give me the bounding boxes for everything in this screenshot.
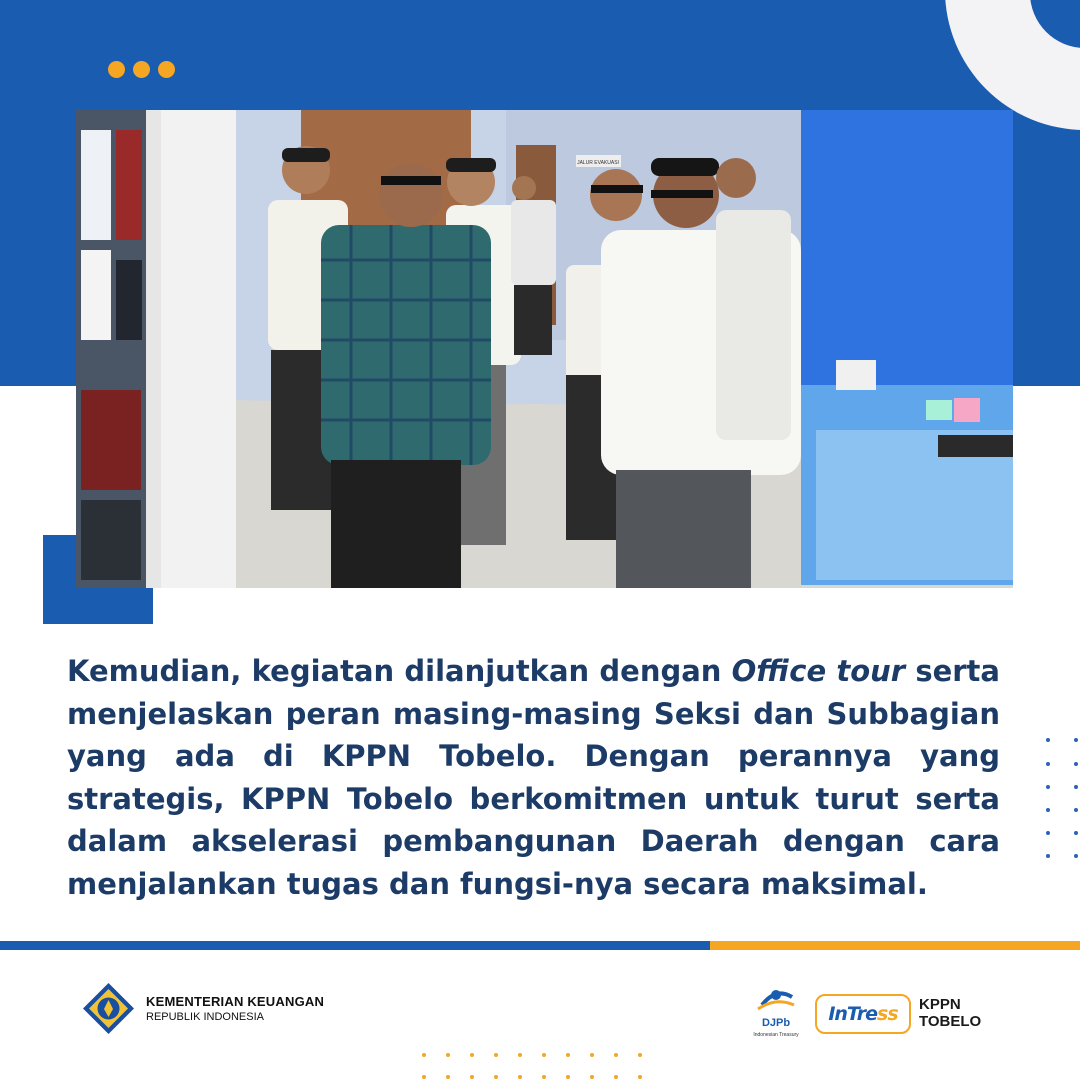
- body-paragraph: [67, 650, 1000, 905]
- body-text-part2: serta menjelaskan peran masing-masing Seksi dan Subbagian yang ada di KPPN Tobelo. Dengan perannya yang strategis, KPPN Tobelo berkomitmen untuk turut serta dalam akselerasi pembangunan Daerah dengan cara menjalankan tugas dan fungsi-nya secara maksimal.: [67, 654, 1000, 901]
- kemenkeu-emblem-icon: [81, 981, 136, 1036]
- office-tour-photo: [76, 110, 1013, 588]
- ministry-name: KEMENTERIAN KEUANGAN: [146, 994, 325, 1009]
- djpb-tagline: Indonesian Treasury: [753, 1032, 799, 1038]
- office-name-line1: KPPN: [919, 996, 961, 1013]
- dot: [108, 61, 125, 78]
- footer-rule-blue: [0, 941, 710, 950]
- dot: [158, 61, 175, 78]
- intress-logo: [815, 994, 911, 1034]
- orange-dots-decoration: [108, 61, 175, 78]
- footer-rule-orange: [710, 941, 1080, 950]
- djpb-logo-icon: [748, 983, 804, 1017]
- ministry-logo-block: [81, 981, 324, 1036]
- body-text-italic: Office tour: [731, 654, 906, 688]
- ministry-subtitle: REPUBLIK INDONESIA: [146, 1011, 264, 1023]
- body-text-part1: Kemudian, kegiatan dilanjutkan dengan: [67, 654, 732, 688]
- intress-logo-suffix: ss: [877, 1003, 898, 1025]
- exit-sign-text: JALUR EVAKUASI: [577, 160, 619, 166]
- bottom-dots-decoration: [422, 1053, 642, 1057]
- office-name: [919, 996, 981, 1030]
- dot: [133, 61, 150, 78]
- intress-logo-prefix: InTre: [828, 1003, 878, 1025]
- djpb-name: DJPb: [761, 1017, 791, 1029]
- bottom-dots-decoration-row2: [422, 1075, 642, 1079]
- side-dots-decoration: [1046, 738, 1078, 860]
- office-name-line2: TOBELO: [919, 1013, 982, 1030]
- djpb-logo-block: [748, 983, 804, 1043]
